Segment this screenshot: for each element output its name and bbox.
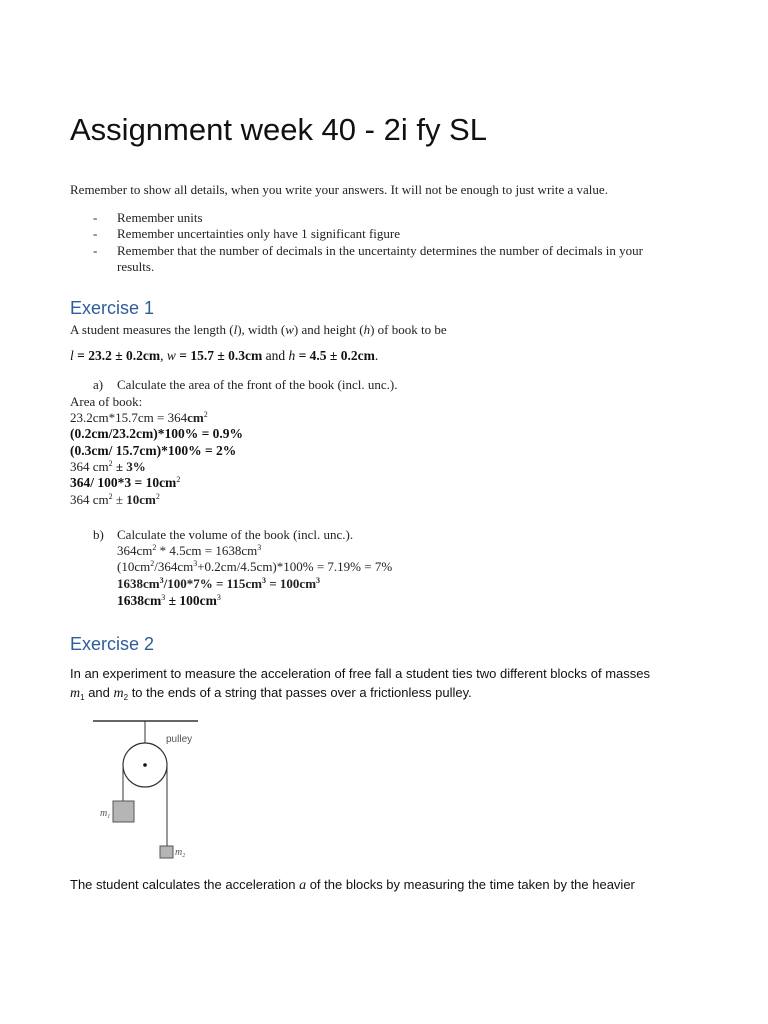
answer-a-line-2: (0.2cm/23.2cm)*100% = 0.9% <box>70 426 244 441</box>
m2-label: $m_2$ <box>175 847 186 859</box>
answer-a-line-3: (0.3cm/ 15.7cm)*100% = 2% <box>70 443 237 458</box>
answer-a-line-1: $23.2cm*15.7cm = 364cm^2$ <box>70 410 208 425</box>
exercise-2-line-1: In an experiment to measure the acceleration of free fall a student ties two different blocks of masses <box>70 666 651 681</box>
part-b-question: b) Calculate the volume of the book (incl. unc.). <box>93 527 354 542</box>
exercise-1-statement: A student measures the length (l), width (w) and height (h) of book to be <box>70 322 447 337</box>
pulley-label: pulley <box>166 734 193 745</box>
answer-a-line-5: 364/ $100*3 = 10cm^2$ <box>70 475 181 490</box>
answer-b-line-3: $1638cm^3/100*7\% = 115cm^3 = 100cm^3$ <box>117 576 321 591</box>
part-a-question: a) Calculate the area of the front of the book (incl. unc.). <box>93 377 398 392</box>
answer-a-line-4: 364 $cm^2 \pm 3\%$ <box>70 459 146 474</box>
area-label: Area of book: <box>70 394 143 409</box>
answer-b-line-2: $(10cm^2/364cm^3+0.2cm/4.5cm)*100\% = 7.19\% = 7\%$ <box>117 559 393 574</box>
exercise-1-heading: Exercise 1 <box>70 298 155 318</box>
answer-a-line-6: 364 $cm^2 \pm 10cm^2$ <box>70 492 160 507</box>
pulley-axle <box>143 763 147 767</box>
m1-label: $m_1$ <box>100 808 111 820</box>
exercise-2-line-3: The student calculates the acceleration a of the blocks by measuring the time taken by the heavier <box>70 877 635 893</box>
list-bullet: - <box>93 243 98 258</box>
block-m2 <box>160 846 173 858</box>
list-bullet: - <box>93 226 98 241</box>
reminder-item: - Remember that the number of decimals in the uncertainty determines the number of decimals in your <box>93 243 643 258</box>
exercise-2-heading: Exercise 2 <box>70 634 155 654</box>
page-title: Assignment week 40 - 2i fy SL <box>70 112 487 147</box>
answer-b-line-1: $364cm^2 * 4.5cm = 1638cm^3$ <box>117 543 262 558</box>
block-m1 <box>113 801 134 822</box>
list-bullet: - <box>93 210 98 225</box>
given-dimensions: l = 23.2 ± 0.2cm, w = 15.7 ± 0.3cm and h = 4.5 ± 0.2cm. <box>70 348 379 363</box>
reminder-item: - Remember uncertainties only have 1 significant figure <box>93 226 401 241</box>
reminder-item-continued: results. <box>117 259 155 274</box>
answer-b-line-4: $1638cm^3 \pm 100cm^3$ <box>117 593 221 608</box>
pulley-diagram <box>90 715 210 865</box>
intro-text: Remember to show all details, when you write your answers. It will not be enough to just write a value. <box>70 182 608 197</box>
exercise-2-line-2: $m_1$ and $m_2$ to the ends of a string that passes over a frictionless pulley. <box>70 685 472 702</box>
reminder-item: - Remember units <box>93 210 203 225</box>
